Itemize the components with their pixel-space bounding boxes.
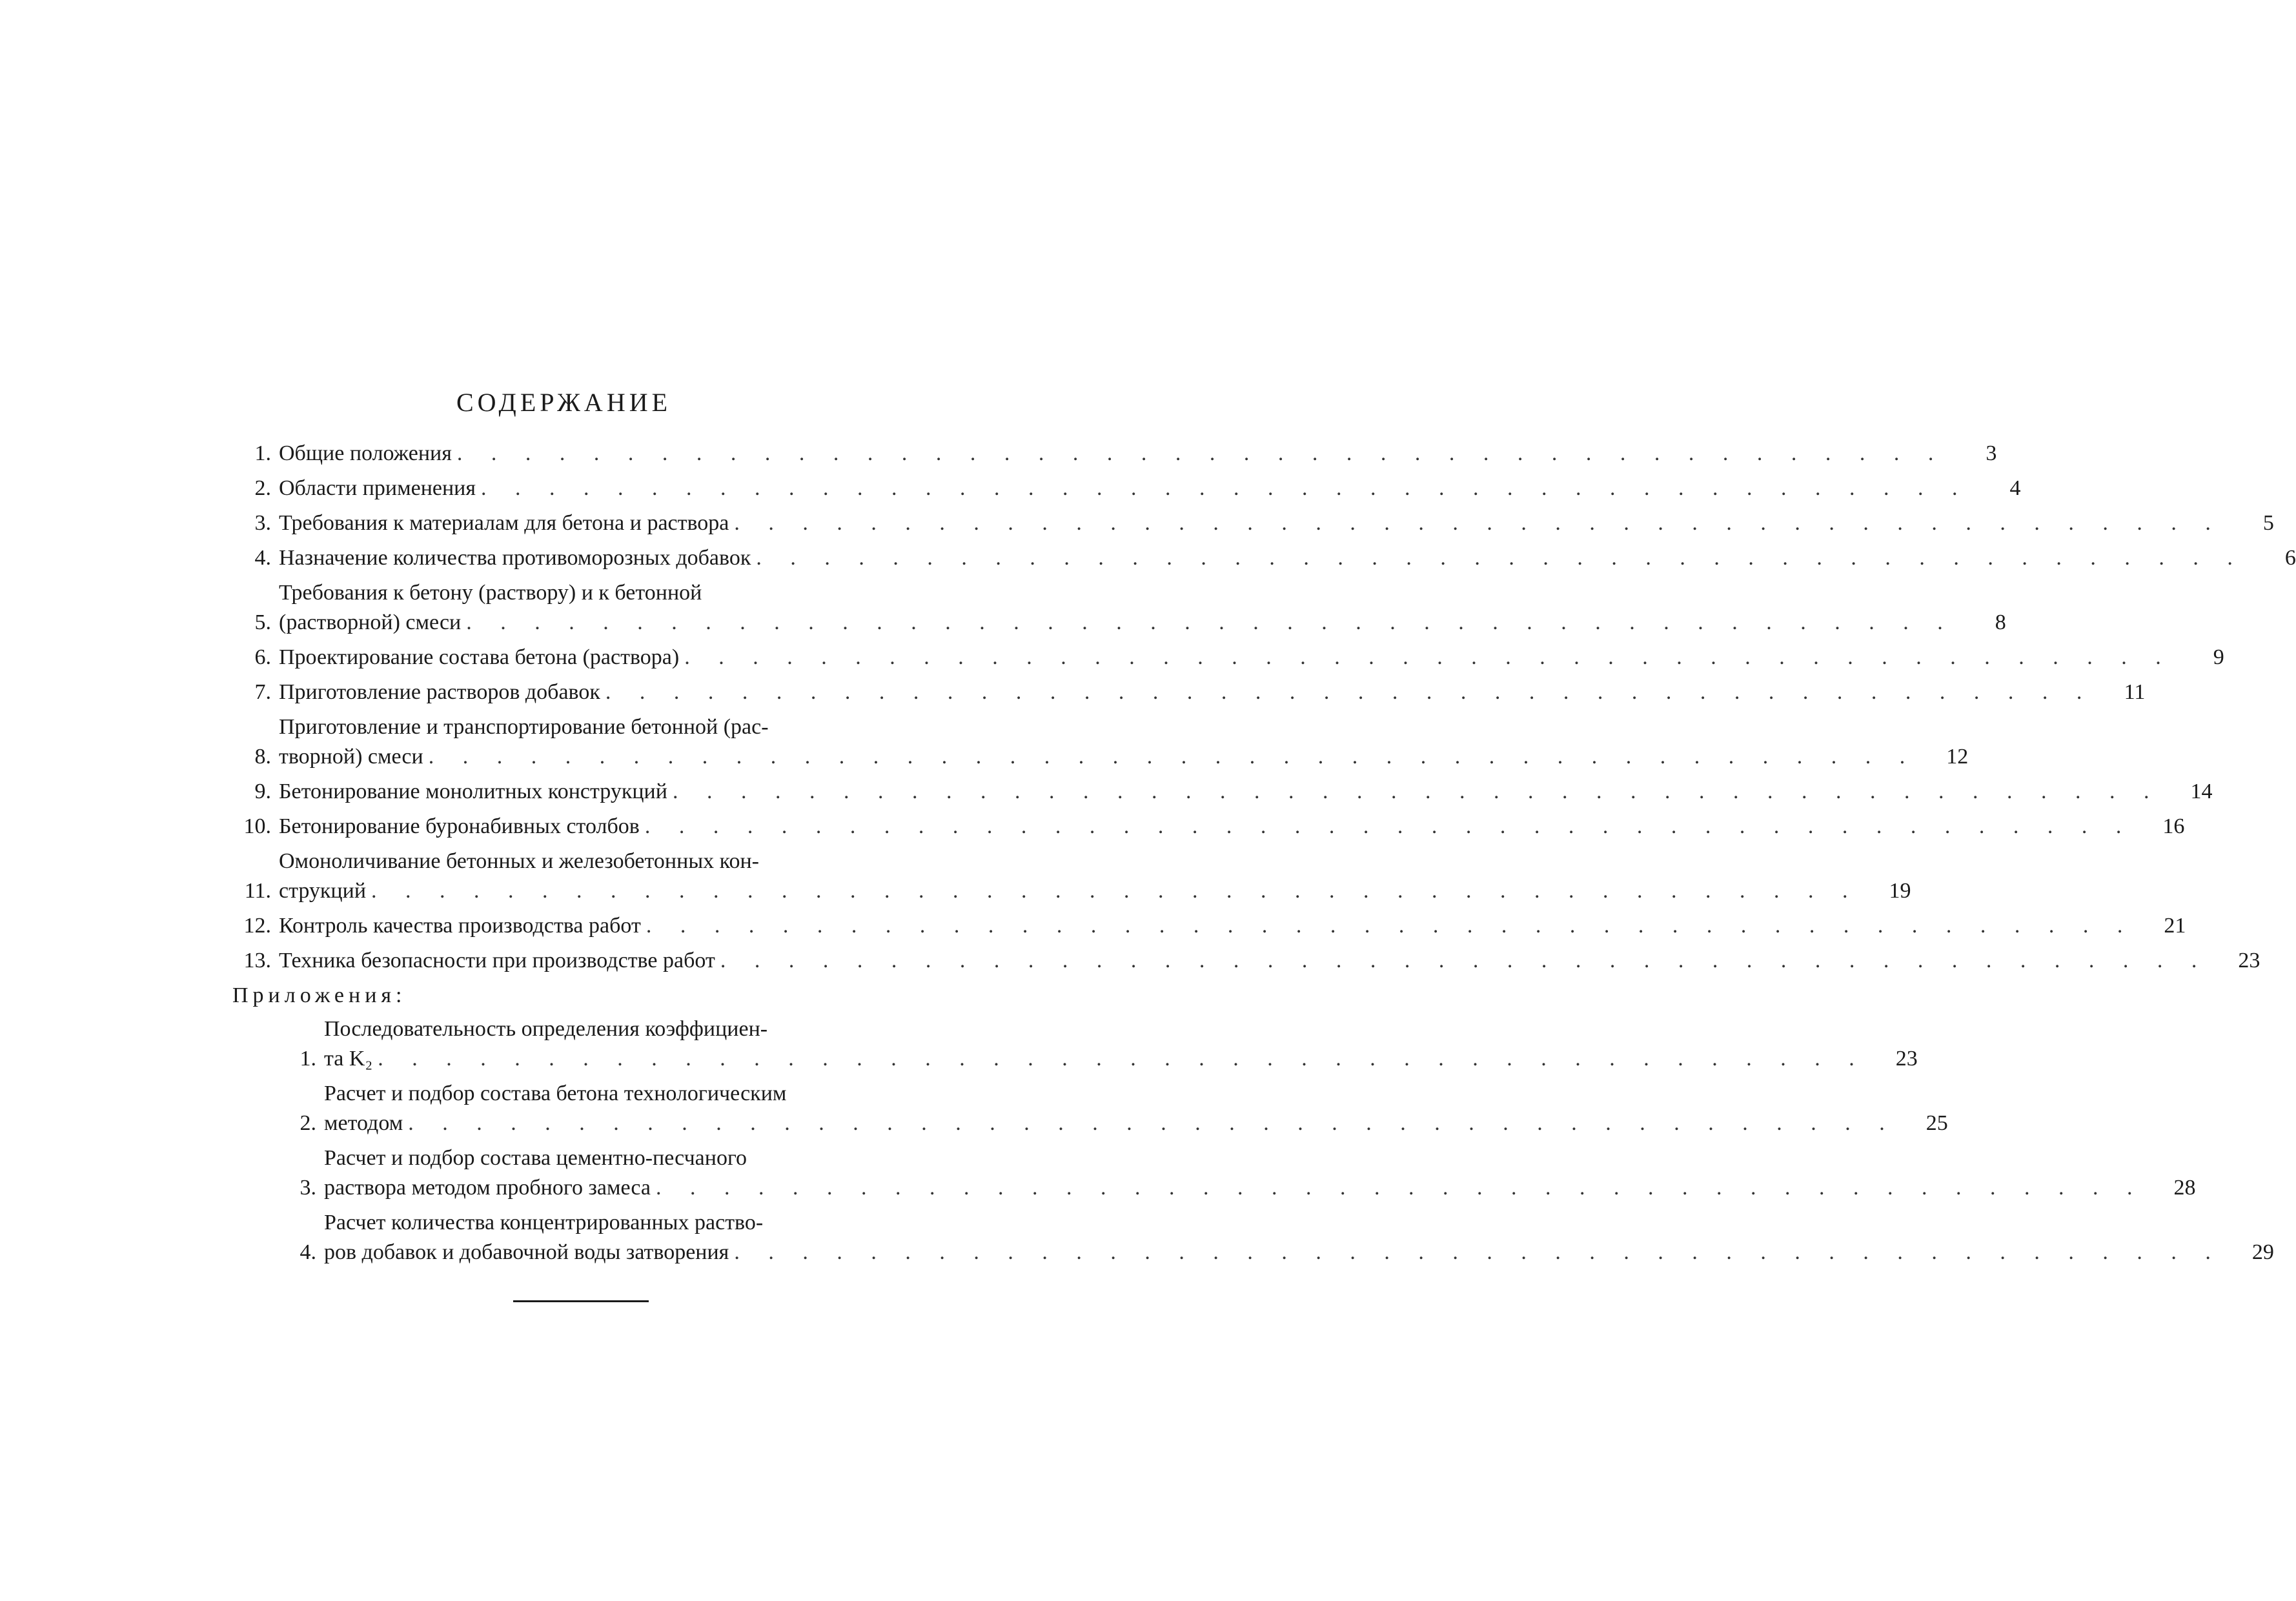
page-number: 8: [1995, 610, 2006, 634]
entry-line: [279, 643, 2224, 672]
entry-title: Назначение количества противоморозных добавок: [279, 546, 751, 570]
page-number: 23: [2238, 949, 2260, 972]
toc-entry: [219, 1208, 2274, 1267]
entry-title: струкций: [279, 879, 367, 903]
toc-entry: [219, 439, 1997, 468]
dot-leader: . . . . . . . . . . . . . . . . . . . . . . . . . . . . . . . . . . . . . . . . . . . .: [481, 476, 1969, 500]
toc-entry: [219, 1143, 2196, 1203]
page-number: 5: [2262, 511, 2274, 535]
entry-line: [324, 1173, 2196, 1203]
toc-entry: [219, 911, 2186, 941]
entry-body: [279, 439, 1997, 468]
entry-number: 3.: [254, 511, 271, 535]
dot-leader: . . . . . . . . . . . . . . . . . . . . . . . . . . . . . . . . . . . . . . . . . . . .: [605, 680, 2094, 704]
entry-line: [279, 578, 904, 608]
entry-body: [279, 508, 2274, 538]
entry-number: 9.: [254, 780, 271, 803]
toc-main-section: [219, 439, 2296, 976]
entry-title: Расчет и подбор состава бетона технологическим: [324, 1082, 787, 1105]
page-number: 16: [2162, 814, 2185, 838]
entry-number: 11.: [244, 879, 271, 903]
entry-title: творной) смеси: [279, 745, 423, 769]
page-number: 29: [2251, 1240, 2274, 1264]
entry-number: 13.: [243, 949, 271, 972]
entry-number: 2.: [254, 476, 271, 500]
entry-title: Области применения: [279, 476, 476, 500]
page-title: СОДЕРЖАНИЕ: [456, 388, 672, 417]
entry-title: Расчет количества концентрированных раство-: [324, 1211, 764, 1234]
entry-number: 8.: [254, 745, 271, 769]
entry-title: методом: [324, 1111, 403, 1135]
entry-body: [324, 1014, 1918, 1074]
entry-body: [324, 1143, 2196, 1203]
dot-leader: . . . . . . . . . . . . . . . . . . . . . . . . . . . . . . . . . . . . . . . . . . . .: [378, 1047, 1866, 1071]
dot-leader: . . . . . . . . . . . . . . . . . . . . . . . . . . . . . . . . . . . . . . . . . . . .: [456, 441, 1946, 465]
entry-line: [279, 543, 2296, 573]
entry-line: [279, 876, 1911, 906]
entry-number: 1.: [300, 1047, 316, 1071]
dot-leader: . . . . . . . . . . . . . . . . . . . . . . . . . . . . . . . . . . . . . . . . . . . .: [720, 949, 2209, 972]
toc-entry: [219, 1079, 1948, 1138]
toc-entry: [219, 777, 2213, 807]
entry-number: 3.: [300, 1176, 316, 1200]
page-number: 23: [1895, 1047, 1918, 1071]
page-number: 9: [2213, 645, 2224, 669]
entry-title: раствора методом пробного замеса: [324, 1176, 651, 1200]
page-number: 12: [1946, 745, 1969, 769]
entry-body: [279, 777, 2213, 807]
page-number: 11: [2124, 680, 2146, 704]
toc-entry: [219, 578, 2006, 638]
entry-line: [279, 439, 1997, 468]
toc-entry: [219, 946, 2260, 976]
toc-entry: [219, 643, 2224, 672]
toc-entry: [219, 543, 2296, 573]
entry-body: [279, 543, 2296, 573]
appendix-heading: Приложения:: [232, 983, 407, 1007]
toc-entry: [219, 847, 1911, 906]
dot-leader: . . . . . . . . . . . . . . . . . . . . . . . . . . . . . . . . . . . . . . . . . . . .: [672, 780, 2161, 803]
entry-line: [324, 1109, 1948, 1138]
entry-line: [279, 946, 2260, 976]
table-of-contents: [219, 439, 2296, 1273]
page-number: 21: [2164, 914, 2186, 938]
entry-title: Техника безопасности при производстве работ: [279, 949, 715, 972]
entry-line: [279, 812, 2185, 841]
entry-line: [324, 1079, 904, 1109]
dot-leader: . . . . . . . . . . . . . . . . . . . . . . . . . . . . . . . . . . . . . . . . . . . .: [734, 511, 2222, 535]
dot-leader: . . . . . . . . . . . . . . . . . . . . . . . . . . . . . . . . . . . . . . . . . . . .: [656, 1176, 2144, 1200]
entry-number: 4.: [254, 546, 271, 570]
entry-line: [279, 712, 904, 742]
entry-line: [279, 474, 2021, 503]
dot-leader: . . . . . . . . . . . . . . . . . . . . . . . . . . . . . . . . . . . . . . . . . . . .: [645, 914, 2135, 938]
toc-entry: [219, 474, 2021, 503]
entry-line: [279, 742, 1969, 772]
entry-number: 7.: [254, 680, 271, 704]
entry-number: 4.: [300, 1240, 316, 1264]
entry-line: [279, 678, 2146, 707]
entry-line: [324, 1044, 1918, 1074]
entry-line: [279, 608, 2006, 638]
entry-number: 12.: [243, 914, 271, 938]
toc-entry: [219, 812, 2185, 841]
entry-title: Требования к материалам для бетона и раствора: [279, 511, 729, 535]
dot-leader: . . . . . . . . . . . . . . . . . . . . . . . . . . . . . . . . . . . . . . . . . . . .: [466, 610, 1955, 634]
entry-line: [279, 847, 904, 876]
dot-leader: . . . . . . . . . . . . . . . . . . . . . . . . . . . . . . . . . . . . . . . . . . . .: [428, 745, 1917, 769]
entry-title: Требования к бетону (раствору) и к бетонной: [279, 581, 702, 605]
entry-line: [324, 1238, 2274, 1267]
page-number: 4: [2009, 476, 2021, 500]
entry-title: Приготовление и транспортирование бетонной (рас-: [279, 715, 769, 739]
entry-title: Общие положения: [279, 441, 452, 465]
toc-entry: [219, 1014, 1918, 1074]
entry-title: та K₂: [324, 1047, 373, 1071]
page-number: 19: [1889, 879, 1911, 903]
page-number: 28: [2173, 1176, 2196, 1200]
entry-title: Последовательность определения коэффициен-: [324, 1017, 768, 1041]
entry-title: Бетонирование буронабивных столбов: [279, 814, 640, 838]
entry-body: [279, 712, 1969, 772]
entry-body: [279, 678, 2146, 707]
entry-body: [279, 847, 1911, 906]
entry-title: Бетонирование монолитных конструкций: [279, 780, 667, 803]
dot-leader: . . . . . . . . . . . . . . . . . . . . . . . . . . . . . . . . . . . . . . . . . . . .: [734, 1240, 2222, 1264]
toc-appendix-section: [219, 1014, 2274, 1267]
entry-number: 6.: [254, 645, 271, 669]
dot-leader: . . . . . . . . . . . . . . . . . . . . . . . . . . . . . . . . . . . . . . . . . . . .: [644, 814, 2133, 838]
page-number: 25: [1925, 1111, 1948, 1135]
entry-body: [324, 1208, 2274, 1267]
entry-line: [324, 1208, 904, 1238]
entry-body: [279, 474, 2021, 503]
entry-number: 10.: [243, 814, 271, 838]
toc-entry: [219, 712, 1969, 772]
entry-title: (растворной) смеси: [279, 610, 462, 634]
entry-title: Проектирование состава бетона (раствора): [279, 645, 680, 669]
entry-body: [279, 946, 2260, 976]
entry-number: 5.: [254, 610, 271, 634]
page-number: 3: [1986, 441, 1997, 465]
dot-leader: . . . . . . . . . . . . . . . . . . . . . . . . . . . . . . . . . . . . . . . . . . . .: [408, 1111, 1896, 1135]
entry-title: Приготовление растворов добавок: [279, 680, 600, 704]
entry-body: [279, 911, 2186, 941]
entry-title: ров добавок и добавочной воды затворения: [324, 1240, 729, 1264]
entry-title: Контроль качества производства работ: [279, 914, 641, 938]
toc-entry: [219, 678, 2146, 707]
entry-number: 1.: [254, 441, 271, 465]
entry-title: Омоноличивание бетонных и железобетонных кон-: [279, 849, 759, 873]
dot-leader: . . . . . . . . . . . . . . . . . . . . . . . . . . . . . . . . . . . . . . . . . . . .: [371, 879, 1860, 903]
dot-leader: . . . . . . . . . . . . . . . . . . . . . . . . . . . . . . . . . . . . . . . . . . . .: [756, 546, 2244, 570]
toc-entry: [219, 508, 2274, 538]
entry-number: 2.: [300, 1111, 316, 1135]
page-number: 6: [2284, 546, 2296, 570]
entry-body: [279, 812, 2185, 841]
entry-body: [279, 643, 2224, 672]
entry-body: [324, 1079, 1948, 1138]
entry-line: [324, 1143, 904, 1173]
end-rule: [513, 1300, 649, 1302]
page-number: 14: [2190, 780, 2213, 803]
entry-body: [279, 578, 2006, 638]
entry-line: [279, 777, 2213, 807]
dot-leader: . . . . . . . . . . . . . . . . . . . . . . . . . . . . . . . . . . . . . . . . . . . .: [684, 645, 2173, 669]
entry-line: [324, 1014, 904, 1044]
entry-line: [279, 508, 2274, 538]
entry-title: Расчет и подбор состава цементно-песчаного: [324, 1146, 747, 1170]
entry-line: [279, 911, 2186, 941]
